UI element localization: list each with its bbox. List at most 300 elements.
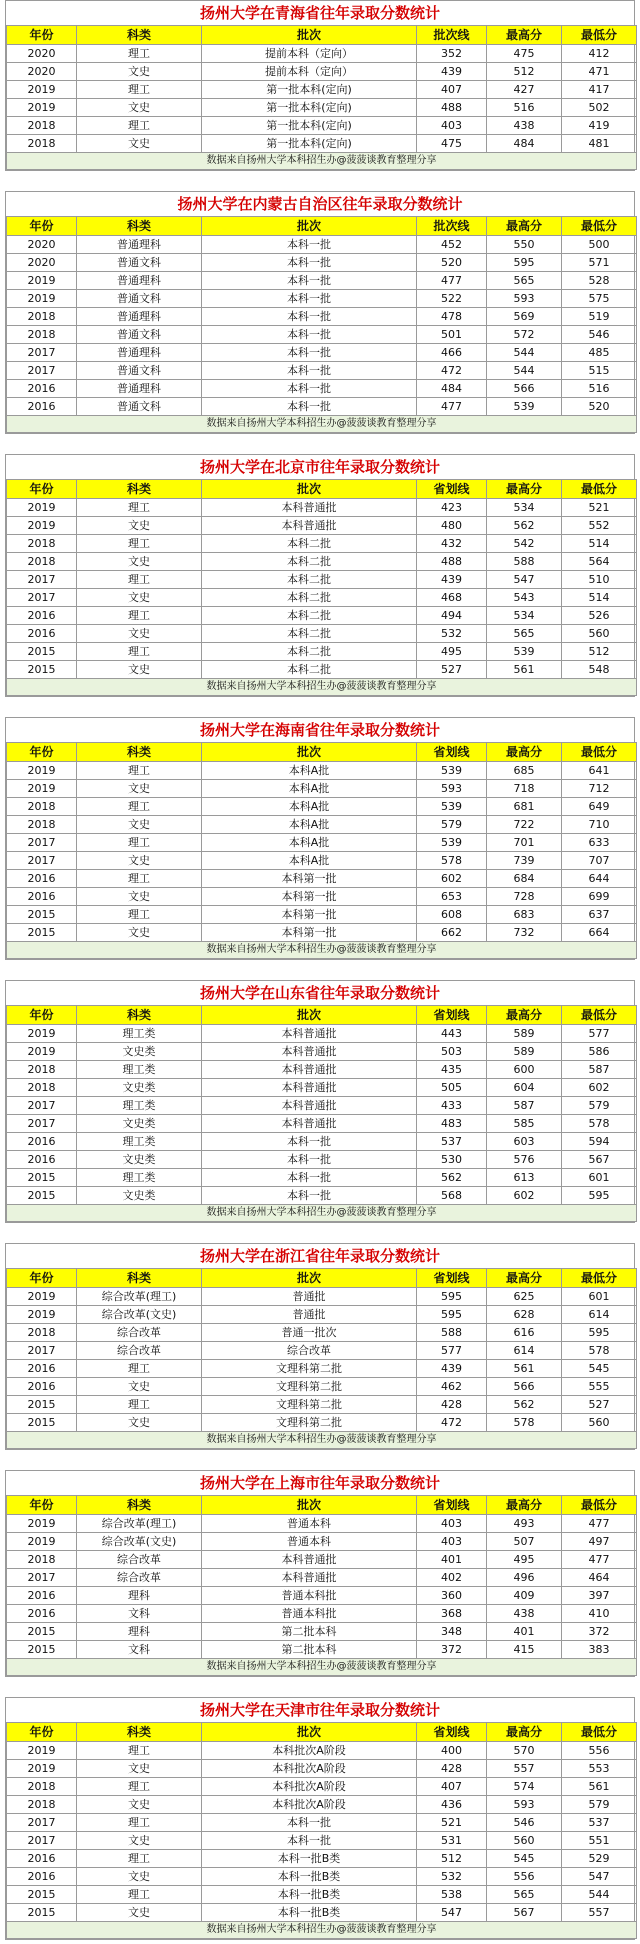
cell-min-score: 485 <box>562 344 637 362</box>
cell-year: 2016 <box>7 380 77 398</box>
cell-min-score: 552 <box>562 517 637 535</box>
cell-year: 2018 <box>7 1079 77 1097</box>
header-category: 科类 <box>77 1006 202 1025</box>
cell-max-score: 427 <box>487 81 562 99</box>
cell-category: 理工 <box>77 117 202 135</box>
cell-batch: 综合改革 <box>202 1342 417 1360</box>
cell-min-score: 547 <box>562 1868 637 1886</box>
cell-control-line: 662 <box>417 924 487 942</box>
cell-category: 理工 <box>77 1850 202 1868</box>
cell-max-score: 685 <box>487 762 562 780</box>
table-row <box>7 1306 637 1324</box>
cell-control-line: 495 <box>417 643 487 661</box>
table-row <box>7 906 637 924</box>
cell-category: 文史 <box>77 1760 202 1778</box>
table-row <box>7 362 637 380</box>
header-control-line: 批次线 <box>417 26 487 45</box>
cell-control-line: 407 <box>417 1778 487 1796</box>
cell-year: 2019 <box>7 1742 77 1760</box>
cell-category: 文史 <box>77 780 202 798</box>
cell-batch: 本科一批 <box>202 362 417 380</box>
cell-year: 2016 <box>7 870 77 888</box>
cell-control-line: 466 <box>417 344 487 362</box>
table-row <box>7 1533 637 1551</box>
cell-control-line: 539 <box>417 834 487 852</box>
cell-year: 2015 <box>7 661 77 679</box>
cell-year: 2016 <box>7 1378 77 1396</box>
cell-category: 文史 <box>77 816 202 834</box>
cell-control-line: 439 <box>417 571 487 589</box>
cell-control-line: 403 <box>417 1515 487 1533</box>
cell-min-score: 614 <box>562 1306 637 1324</box>
cell-min-score: 512 <box>562 643 637 661</box>
cell-control-line: 433 <box>417 1097 487 1115</box>
header-row <box>7 1496 637 1515</box>
cell-category: 文史 <box>77 63 202 81</box>
header-control-line: 省划线 <box>417 480 487 499</box>
cell-category: 普通文科 <box>77 254 202 272</box>
cell-max-score: 534 <box>487 607 562 625</box>
cell-control-line: 477 <box>417 398 487 416</box>
cell-max-score: 484 <box>487 135 562 153</box>
cell-min-score: 579 <box>562 1796 637 1814</box>
header-batch: 批次 <box>202 217 417 236</box>
table-row <box>7 344 637 362</box>
table-row <box>7 589 637 607</box>
cell-control-line: 402 <box>417 1569 487 1587</box>
cell-year: 2017 <box>7 1569 77 1587</box>
table-row <box>7 99 637 117</box>
cell-batch: 本科一批 <box>202 1187 417 1205</box>
header-row <box>7 743 637 762</box>
table-row <box>7 553 637 571</box>
cell-batch: 第二批本科 <box>202 1623 417 1641</box>
cell-min-score: 578 <box>562 1115 637 1133</box>
cell-year: 2015 <box>7 1187 77 1205</box>
table-row <box>7 1360 637 1378</box>
table-row <box>7 1551 637 1569</box>
cell-min-score: 372 <box>562 1623 637 1641</box>
header-row <box>7 1006 637 1025</box>
cell-max-score: 589 <box>487 1025 562 1043</box>
cell-year: 2019 <box>7 499 77 517</box>
cell-year: 2019 <box>7 1288 77 1306</box>
cell-min-score: 551 <box>562 1832 637 1850</box>
cell-batch: 本科第一批 <box>202 906 417 924</box>
header-max-score: 最高分 <box>487 1723 562 1742</box>
cell-max-score: 701 <box>487 834 562 852</box>
table-row <box>7 517 637 535</box>
cell-category: 文史 <box>77 924 202 942</box>
cell-max-score: 565 <box>487 272 562 290</box>
cell-year: 2016 <box>7 398 77 416</box>
cell-category: 综合改革 <box>77 1342 202 1360</box>
cell-year: 2018 <box>7 1551 77 1569</box>
source-note-row <box>7 153 637 170</box>
cell-min-score: 553 <box>562 1760 637 1778</box>
cell-control-line: 578 <box>417 852 487 870</box>
cell-category: 理工 <box>77 571 202 589</box>
cell-control-line: 539 <box>417 798 487 816</box>
cell-batch: 本科普通批 <box>202 1569 417 1587</box>
cell-category: 理工 <box>77 906 202 924</box>
header-min-score: 最低分 <box>562 743 637 762</box>
cell-year: 2019 <box>7 762 77 780</box>
cell-max-score: 438 <box>487 117 562 135</box>
cell-control-line: 568 <box>417 1187 487 1205</box>
cell-control-line: 436 <box>417 1796 487 1814</box>
cell-year: 2019 <box>7 1043 77 1061</box>
header-year: 年份 <box>7 1006 77 1025</box>
cell-year: 2018 <box>7 553 77 571</box>
cell-batch: 普通本科 <box>202 1533 417 1551</box>
cell-control-line: 478 <box>417 308 487 326</box>
cell-category: 文史 <box>77 852 202 870</box>
cell-year: 2019 <box>7 290 77 308</box>
cell-min-score: 548 <box>562 661 637 679</box>
cell-year: 2017 <box>7 344 77 362</box>
cell-year: 2015 <box>7 1904 77 1922</box>
cell-control-line: 530 <box>417 1151 487 1169</box>
cell-year: 2016 <box>7 607 77 625</box>
cell-min-score: 587 <box>562 1061 637 1079</box>
cell-min-score: 502 <box>562 99 637 117</box>
source-note: 数据来自扬州大学本科招生办@菠菠谈教育整理分享 <box>7 1205 637 1222</box>
header-control-line: 批次线 <box>417 217 487 236</box>
cell-max-score: 409 <box>487 1587 562 1605</box>
cell-category: 普通文科 <box>77 326 202 344</box>
cell-control-line: 488 <box>417 553 487 571</box>
cell-control-line: 435 <box>417 1061 487 1079</box>
header-category: 科类 <box>77 1496 202 1515</box>
table-row <box>7 625 637 643</box>
header-batch: 批次 <box>202 1723 417 1742</box>
table-row <box>7 254 637 272</box>
cell-control-line: 653 <box>417 888 487 906</box>
header-category: 科类 <box>77 1723 202 1742</box>
cell-max-score: 576 <box>487 1151 562 1169</box>
cell-min-score: 481 <box>562 135 637 153</box>
cell-batch: 本科一批 <box>202 290 417 308</box>
table-title: 扬州大学在上海市往年录取分数统计 <box>199 1474 440 1492</box>
cell-batch: 普通本科 <box>202 1515 417 1533</box>
cell-batch: 本科一批 <box>202 1169 417 1187</box>
cell-category: 理工 <box>77 643 202 661</box>
cell-category: 综合改革 <box>77 1551 202 1569</box>
cell-control-line: 472 <box>417 1414 487 1432</box>
cell-category: 理工 <box>77 1396 202 1414</box>
header-row <box>7 1269 637 1288</box>
cell-min-score: 575 <box>562 290 637 308</box>
header-category: 科类 <box>77 480 202 499</box>
cell-batch: 本科普通批 <box>202 1061 417 1079</box>
cell-control-line: 501 <box>417 326 487 344</box>
cell-min-score: 601 <box>562 1288 637 1306</box>
cell-control-line: 512 <box>417 1850 487 1868</box>
cell-batch: 本科一批 <box>202 1133 417 1151</box>
cell-control-line: 452 <box>417 236 487 254</box>
cell-batch: 本科批次A阶段 <box>202 1796 417 1814</box>
cell-control-line: 520 <box>417 254 487 272</box>
cell-batch: 本科一批B类 <box>202 1850 417 1868</box>
cell-control-line: 403 <box>417 117 487 135</box>
cell-category: 综合改革(理工) <box>77 1288 202 1306</box>
header-control-line: 省划线 <box>417 743 487 762</box>
table-row <box>7 135 637 153</box>
cell-year: 2018 <box>7 326 77 344</box>
table-row <box>7 607 637 625</box>
cell-category: 理工 <box>77 1778 202 1796</box>
cell-control-line: 432 <box>417 535 487 553</box>
province-score-table <box>5 1470 635 1677</box>
cell-max-score: 496 <box>487 1569 562 1587</box>
cell-min-score: 477 <box>562 1515 637 1533</box>
cell-category: 文史 <box>77 1832 202 1850</box>
table-row <box>7 643 637 661</box>
cell-year: 2016 <box>7 1360 77 1378</box>
table-row <box>7 1187 637 1205</box>
cell-year: 2015 <box>7 1623 77 1641</box>
cell-max-score: 546 <box>487 1814 562 1832</box>
source-note-row <box>7 942 637 959</box>
section-gap <box>5 1223 635 1243</box>
cell-batch: 本科批次A阶段 <box>202 1742 417 1760</box>
table-row <box>7 1133 637 1151</box>
cell-min-score: 417 <box>562 81 637 99</box>
cell-batch: 本科一批 <box>202 380 417 398</box>
cell-category: 文史 <box>77 1868 202 1886</box>
source-note: 数据来自扬州大学本科招生办@菠菠谈教育整理分享 <box>7 1922 637 1939</box>
cell-year: 2020 <box>7 63 77 81</box>
cell-min-score: 557 <box>562 1904 637 1922</box>
cell-min-score: 397 <box>562 1587 637 1605</box>
cell-control-line: 593 <box>417 780 487 798</box>
cell-control-line: 439 <box>417 1360 487 1378</box>
cell-category: 综合改革(理工) <box>77 1515 202 1533</box>
cell-min-score: 602 <box>562 1079 637 1097</box>
source-note: 数据来自扬州大学本科招生办@菠菠谈教育整理分享 <box>7 942 637 959</box>
cell-min-score: 383 <box>562 1641 637 1659</box>
table-row <box>7 1904 637 1922</box>
cell-batch: 本科二批 <box>202 535 417 553</box>
cell-category: 综合改革(文史) <box>77 1306 202 1324</box>
cell-category: 文史 <box>77 589 202 607</box>
cell-control-line: 403 <box>417 1533 487 1551</box>
cell-year: 2017 <box>7 1342 77 1360</box>
cell-max-score: 572 <box>487 326 562 344</box>
score-table <box>6 1268 637 1449</box>
cell-batch: 第一批本科(定向) <box>202 135 417 153</box>
province-score-table <box>5 717 635 960</box>
cell-max-score: 722 <box>487 816 562 834</box>
table-row <box>7 780 637 798</box>
cell-batch: 本科普通批 <box>202 1025 417 1043</box>
score-table <box>6 25 637 170</box>
cell-min-score: 419 <box>562 117 637 135</box>
cell-control-line: 527 <box>417 661 487 679</box>
section-gap <box>5 434 635 454</box>
cell-category: 理工 <box>77 1742 202 1760</box>
cell-year: 2017 <box>7 1832 77 1850</box>
section-gap <box>5 960 635 980</box>
cell-min-score: 644 <box>562 870 637 888</box>
cell-year: 2018 <box>7 1778 77 1796</box>
table-title: 扬州大学在北京市往年录取分数统计 <box>199 458 440 476</box>
cell-max-score: 578 <box>487 1414 562 1432</box>
cell-batch: 本科普通批 <box>202 1115 417 1133</box>
cell-min-score: 545 <box>562 1360 637 1378</box>
cell-max-score: 595 <box>487 254 562 272</box>
cell-max-score: 562 <box>487 517 562 535</box>
province-score-table <box>5 0 635 171</box>
cell-max-score: 570 <box>487 1742 562 1760</box>
cell-batch: 本科一批 <box>202 398 417 416</box>
cell-year: 2015 <box>7 643 77 661</box>
cell-batch: 本科第一批 <box>202 924 417 942</box>
cell-control-line: 462 <box>417 1378 487 1396</box>
cell-year: 2018 <box>7 1324 77 1342</box>
cell-year: 2017 <box>7 571 77 589</box>
header-control-line: 省划线 <box>417 1723 487 1742</box>
cell-year: 2018 <box>7 1796 77 1814</box>
cell-batch: 本科一批 <box>202 308 417 326</box>
cell-category: 文史 <box>77 1378 202 1396</box>
cell-max-score: 728 <box>487 888 562 906</box>
cell-max-score: 600 <box>487 1061 562 1079</box>
cell-year: 2016 <box>7 625 77 643</box>
cell-year: 2015 <box>7 906 77 924</box>
cell-min-score: 649 <box>562 798 637 816</box>
cell-year: 2018 <box>7 135 77 153</box>
cell-year: 2015 <box>7 1169 77 1187</box>
header-min-score: 最低分 <box>562 1723 637 1742</box>
cell-max-score: 585 <box>487 1115 562 1133</box>
cell-batch: 文理科第二批 <box>202 1360 417 1378</box>
cell-control-line: 477 <box>417 272 487 290</box>
cell-max-score: 565 <box>487 625 562 643</box>
header-batch: 批次 <box>202 743 417 762</box>
cell-batch: 第二批本科 <box>202 1641 417 1659</box>
header-control-line: 省划线 <box>417 1006 487 1025</box>
table-row <box>7 1868 637 1886</box>
table-row <box>7 1778 637 1796</box>
cell-min-score: 577 <box>562 1025 637 1043</box>
cell-control-line: 588 <box>417 1324 487 1342</box>
cell-category: 理工 <box>77 1886 202 1904</box>
cell-min-score: 529 <box>562 1850 637 1868</box>
cell-batch: 本科普通批 <box>202 1079 417 1097</box>
cell-year: 2020 <box>7 45 77 63</box>
cell-min-score: 514 <box>562 589 637 607</box>
cell-max-score: 566 <box>487 1378 562 1396</box>
cell-control-line: 443 <box>417 1025 487 1043</box>
cell-min-score: 544 <box>562 1886 637 1904</box>
cell-batch: 本科第一批 <box>202 870 417 888</box>
cell-min-score: 561 <box>562 1778 637 1796</box>
cell-max-score: 438 <box>487 1605 562 1623</box>
cell-min-score: 510 <box>562 571 637 589</box>
header-year: 年份 <box>7 217 77 236</box>
cell-batch: 本科一批 <box>202 326 417 344</box>
table-row <box>7 1641 637 1659</box>
cell-max-score: 614 <box>487 1342 562 1360</box>
source-note: 数据来自扬州大学本科招生办@菠菠谈教育整理分享 <box>7 1659 637 1676</box>
cell-batch: 本科一批 <box>202 344 417 362</box>
cell-max-score: 401 <box>487 1623 562 1641</box>
cell-min-score: 586 <box>562 1043 637 1061</box>
cell-max-score: 561 <box>487 1360 562 1378</box>
cell-min-score: 641 <box>562 762 637 780</box>
source-note: 数据来自扬州大学本科招生办@菠菠谈教育整理分享 <box>7 153 637 170</box>
cell-max-score: 556 <box>487 1868 562 1886</box>
header-batch: 批次 <box>202 1006 417 1025</box>
cell-batch: 本科一批 <box>202 1814 417 1832</box>
cell-category: 综合改革(文史) <box>77 1533 202 1551</box>
province-score-table <box>5 1697 635 1940</box>
cell-year: 2016 <box>7 1605 77 1623</box>
cell-batch: 本科普通批 <box>202 1097 417 1115</box>
cell-max-score: 542 <box>487 535 562 553</box>
cell-control-line: 608 <box>417 906 487 924</box>
cell-year: 2019 <box>7 1760 77 1778</box>
cell-batch: 第一批本科(定向) <box>202 117 417 135</box>
table-row <box>7 762 637 780</box>
cell-min-score: 410 <box>562 1605 637 1623</box>
cell-control-line: 579 <box>417 816 487 834</box>
cell-control-line: 439 <box>417 63 487 81</box>
cell-category: 理工类 <box>77 1061 202 1079</box>
cell-min-score: 710 <box>562 816 637 834</box>
table-row <box>7 308 637 326</box>
table-row <box>7 290 637 308</box>
cell-control-line: 577 <box>417 1342 487 1360</box>
cell-min-score: 594 <box>562 1133 637 1151</box>
header-year: 年份 <box>7 743 77 762</box>
cell-min-score: 595 <box>562 1187 637 1205</box>
cell-year: 2015 <box>7 1886 77 1904</box>
cell-max-score: 587 <box>487 1097 562 1115</box>
cell-control-line: 484 <box>417 380 487 398</box>
table-row <box>7 1378 637 1396</box>
cell-max-score: 625 <box>487 1288 562 1306</box>
cell-min-score: 707 <box>562 852 637 870</box>
cell-max-score: 545 <box>487 1850 562 1868</box>
cell-category: 理科 <box>77 1623 202 1641</box>
header-min-score: 最低分 <box>562 1006 637 1025</box>
province-score-table <box>5 980 635 1223</box>
cell-category: 综合改革 <box>77 1569 202 1587</box>
cell-control-line: 494 <box>417 607 487 625</box>
cell-category: 文史 <box>77 1904 202 1922</box>
source-note-row <box>7 1922 637 1939</box>
cell-control-line: 400 <box>417 1742 487 1760</box>
table-row <box>7 798 637 816</box>
cell-year: 2020 <box>7 236 77 254</box>
cell-control-line: 480 <box>417 517 487 535</box>
table-row <box>7 1850 637 1868</box>
cell-min-score: 578 <box>562 1342 637 1360</box>
cell-category: 文史 <box>77 1414 202 1432</box>
cell-category: 理工类 <box>77 1169 202 1187</box>
cell-min-score: 555 <box>562 1378 637 1396</box>
header-max-score: 最高分 <box>487 1006 562 1025</box>
table-row <box>7 1742 637 1760</box>
cell-min-score: 516 <box>562 380 637 398</box>
cell-batch: 本科二批 <box>202 643 417 661</box>
table-row <box>7 1605 637 1623</box>
header-min-score: 最低分 <box>562 1496 637 1515</box>
cell-control-line: 423 <box>417 499 487 517</box>
